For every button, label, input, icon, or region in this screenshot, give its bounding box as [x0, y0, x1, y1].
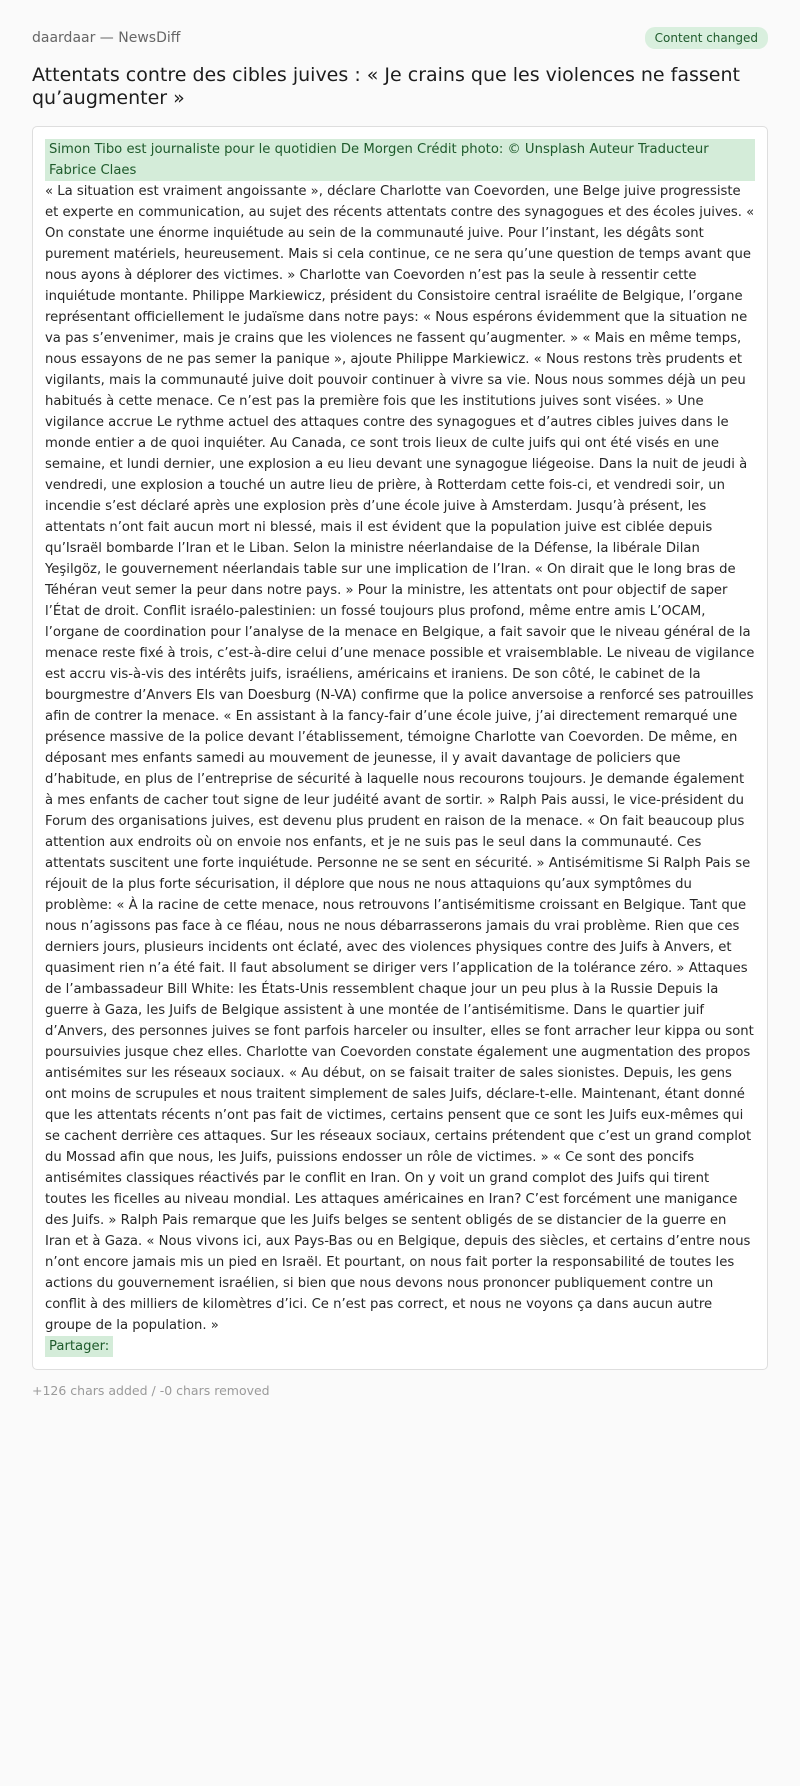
topbar	[32, 27, 768, 51]
added-share-label: Partager:	[45, 1336, 113, 1357]
added-intro-text: Simon Tibo est journaliste pour le quotidien De Morgen Crédit photo: © Unsplash Auteur Traducteur Fabrice Claes	[45, 139, 755, 181]
site-label: daardaar — NewsDiff	[32, 30, 181, 46]
status-badge: Content changed	[645, 27, 768, 49]
article-title: Attentats contre des cibles juives : « Je crains que les violences ne fassent qu’augmenter »	[32, 64, 740, 109]
diff-stats: +126 chars added / -0 chars removed	[32, 1383, 270, 1398]
page	[32, 0, 768, 1400]
article-body: « La situation est vraiment angoissante », déclare Charlotte van Coevorden, une Belge juive progressiste et experte en communication, au sujet des récents attentats contre des synagogues et des écoles juives. « On constate une énorme inquiétude au sein de la communauté juive. Pour l’instant, les dégâts sont purement matériels, heureusement. Mais si cela continue, ce ne sera qu’une question de temps avant que nous ayons à déplorer des victimes. » Charlotte van Coevorden n’est pas la seule à ressentir cette inquiétude montante. Philippe Markiewicz, président du Consistoire central israélite de Belgique, l’organe représentant officiellement le judaïsme dans notre pays: « Nous espérons évidemment que la situation ne va pas s’envenimer, mais je crains que les violences ne fassent qu’augmenter. » « Mais en même temps, nous essayons de ne pas semer la panique », ajoute Philippe Markiewicz. « Nous restons très prudents et vigilants, mais la communauté juive doit pouvoir continuer à vivre sa vie. Nous nous sommes déjà un peu habitués à cette menace. Ce n’est pas la première fois que les institutions juives sont visées. » Une vigilance accrue Le rythme actuel des attaques contre des synagogues et d’autres cibles juives dans le monde entier a de quoi inquiéter. Au Canada, ce sont trois lieux de culte juifs qui ont été visés en une semaine, et lundi dernier, une explosion a eu lieu devant une synagogue liégeoise. Dans la nuit de jeudi à vendredi, une explosion a touché un autre lieu de prière, à Rotterdam cette fois-ci, et vendredi soir, un incendie s’est déclaré après une explosion près d’une école juive à Amsterdam. Jusqu’à présent, les attentats n’ont fait aucun mort ni blessé, mais il est évident que la population juive est ciblée depuis qu’Israël bombarde l’Iran et le Liban. Selon la ministre néerlandaise de la Défense, la libérale Dilan Yeşilgöz, le gouvernement néerlandais table sur une implication de l’Iran. « On dirait que le long bras de Téhéran veut semer la peur dans notre pays. » Pour la ministre, les attentats ont pour objectif de saper l’État de droit. Conflit israélo-palestinien: un fossé toujours plus profond, même entre amis L’OCAM, l’organe de coordination pour l’analyse de la menace en Belgique, a fait savoir que le niveau général de la menace reste fixé à trois, c’est-à-dire celui d’une menace possible et vraisemblable. Le niveau de vigilance est accru vis-à-vis des intérêts juifs, israéliens, américains et iraniens. De son côté, le cabinet de la bourgmestre d’Anvers Els van Doesburg (N-VA) confirme que la police anversoise a renforcé ses patrouilles afin de contrer la menace. « En assistant à la fancy-fair d’une école juive, j’ai directement remarqué une présence massive de la police devant l’établissement, témoigne Charlotte van Coevorden. De même, en déposant mes enfants samedi au mouvement de jeunesse, il y avait davantage de policiers que d’habitude, en plus de l’entreprise de sécurité à laquelle nous recourons toujours. Je demande également à mes enfants de cacher tout signe de leur judéité avant de sortir. » Ralph Pais aussi, le vice-président du Forum des organisations juives, est devenu plus prudent en raison de la menace. « On fait beaucoup plus attention aux endroits où on envoie nos enfants, et je ne suis pas le seul dans la communauté. Ces attentats suscitent une forte inquiétude. Personne ne se sent en sécurité. » Antisémitisme Si Ralph Pais se réjouit de la plus forte sécurisation, il déplore que nous ne nous attaquions qu’aux symptômes du problème: « À la racine de cette menace, nous retrouvons l’antisémitisme croissant en Belgique. Tant que nous n’agissons pas face à ce fléau, nous ne nous débarrasserons jamais du vrai problème. Rien que ces derniers jours, plusieurs incidents ont éclaté, avec des violences physiques contre des Juifs à Anvers, et quasiment rien n’a été fait. Il faut absolument se diriger vers l’application de la tolérance zéro. » Attaques de l’ambassadeur Bill White: les États-Unis ressemblent chaque jour un peu plus à la Russie Depuis la guerre à Gaza, les Juifs de Belgique assistent à une montée de l’antisémitisme. Dans le quartier juif d’Anvers, des personnes juives se font parfois harceler ou insulter, elles se font arracher leur kippa ou sont poursuivies jusque chez elles. Charlotte van Coevorden constate également une augmentation des propos antisémites sur les réseaux sociaux. « Au début, on se faisait traiter de sales sionistes. Depuis, les gens ont moins de scrupules et nous traitent simplement de sales Juifs, déclare-t-elle. Maintenant, étant donné que les attentats récents n’ont pas fait de victimes, certains pensent que ce sont les Juifs eux-mêmes qui se cachent derrière ces attaques. Sur les réseaux sociaux, certains prétendent que c’est un grand complot du Mossad afin que nous, les Juifs, puissions endosser un rôle de victimes. » « Ce sont des poncifs antisémites classiques réactivés par le conflit en Iran. On y voit un grand complot des Juifs qui tirent toutes les ficelles au niveau mondial. Les attaques américaines en Iran? C’est forcément une manigance des Juifs. » Ralph Pais remarque que les Juifs belges se sentent obligés de se distancier de la guerre en Iran et à Gaza. « Nous vivons ici, aux Pays-Bas ou en Belgique, depuis des siècles, et certains d’entre nous n’ont encore jamais mis un pied en Israël. Et pourtant, on nous fait porter la responsabilité de toutes les actions du gouvernement israélien, si bien que nous devons nous prononcer publiquement contre un conflit à des milliers de kilomètres d’ici. Ce n’est pas correct, et nous ne voyons ça dans aucun autre groupe de la population. »	[45, 184, 755, 1333]
article-card	[32, 126, 768, 1370]
